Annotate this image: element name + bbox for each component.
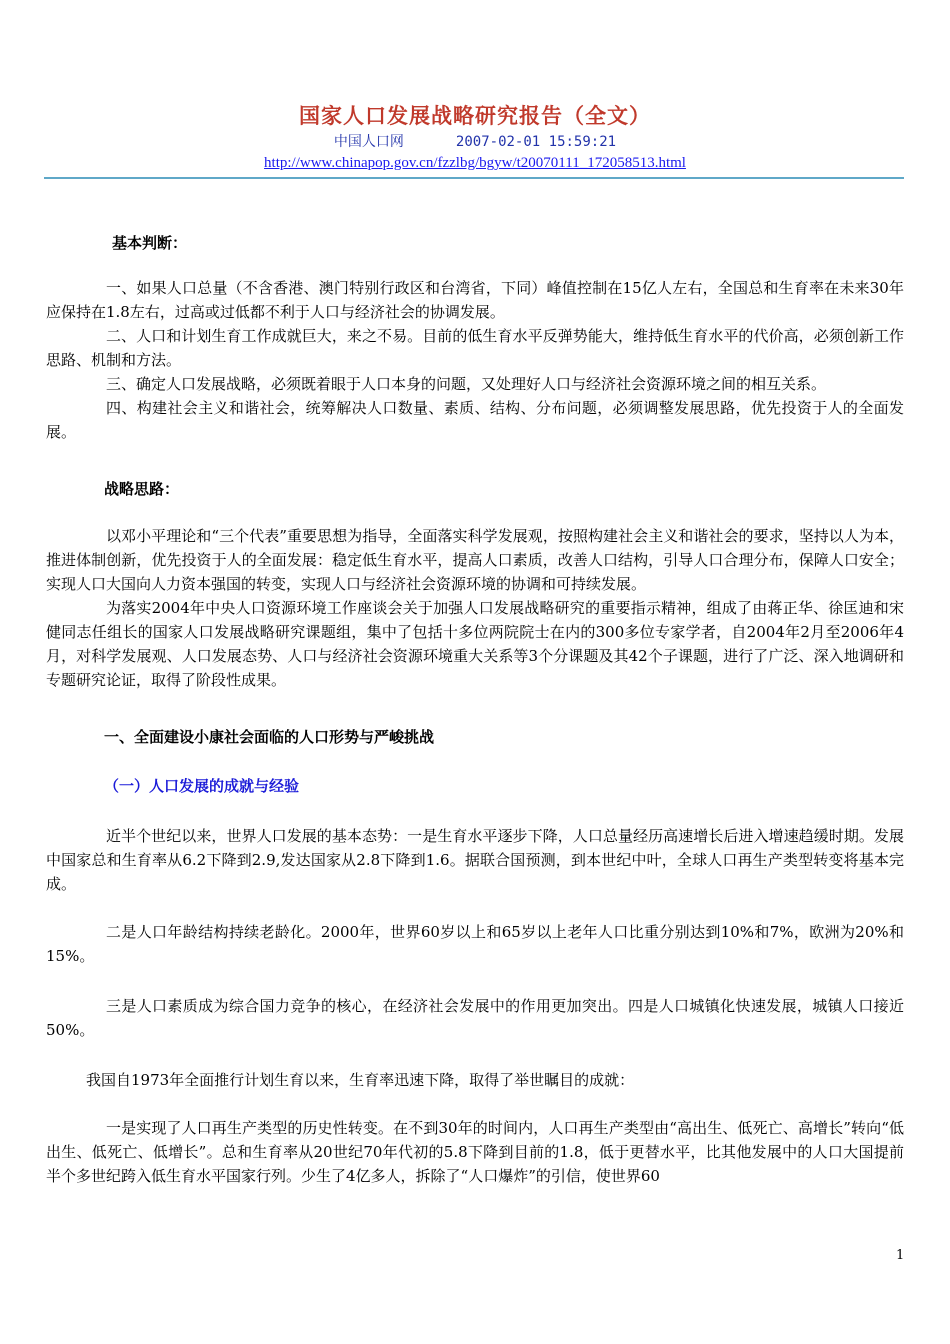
strategy-paragraph: 以邓小平理论和“三个代表”重要思想为指导，全面落实科学发展观，按照构建社会主义和谐社会的要求，坚持以人为本，推进体制创新，优先投资于人的全面发展：稳定低生育水平，提高人口素质，改善人口结构，引导人口合理分布，保障人口安全；实现人口大国向人力资本强国的转变，实现人口与经济社会资源环境的协调和可持续发展。 — [46, 527, 904, 593]
paragraph-text: 三是人口素质成为综合国力竞争的核心，在经济社会发展中的作用更加突出。四是人口城镇化快速发展，城镇人口接近50%。 — [46, 997, 904, 1039]
paragraph-china-1973 — [46, 1068, 904, 1092]
page-number: 1 — [896, 1248, 905, 1263]
basic-judgment-paragraph: 三、确定人口发展战略，必须既着眼于人口本身的问题，又处理好人口与经济社会资源环境之间的相互关系。 — [106, 375, 827, 393]
basic-judgment-heading: 基本判断： — [112, 234, 188, 252]
section-1-heading: 一、全面建设小康社会面临的人口形势与严峻挑战 — [104, 728, 435, 746]
strategy-block — [46, 524, 904, 692]
header-divider — [44, 177, 904, 179]
strategy-heading: 战略思路： — [104, 480, 180, 498]
document-meta — [0, 131, 950, 151]
basic-judgment-paragraph: 四、构建社会主义和谐社会，统筹解决人口数量、素质、结构、分布问题，必须调整发展思路，优先投资于人的全面发展。 — [46, 399, 904, 441]
paragraph-text: 一是实现了人口再生产类型的历史性转变。在不到30年的时间内，人口再生产类型由“高出生、低死亡、高增长”转向“低出生、低死亡、低增长”。总和生育率从20世纪70年代初的5.8下降到目前的1.8，低于更替水平，比其他发展中的人口大国提前半个多世纪跨入低生育水平国家行列。少生了4亿多人，拆除了“人口爆炸”的引信，使世界60 — [46, 1119, 904, 1185]
document-title: 国家人口发展战略研究报告（全文） — [299, 104, 651, 128]
paragraph-world-trends — [46, 824, 904, 896]
paragraph-transition — [46, 1116, 904, 1188]
source-url-link[interactable]: http://www.chinapop.gov.cn/fzzlbg/bgyw/t20070111_172058513.html — [264, 155, 686, 171]
paragraph-text: 二是人口年龄结构持续老龄化。2000年，世界60岁以上和65岁以上老年人口比重分别达到10%和7%，欧洲为20%和15%。 — [46, 923, 904, 965]
basic-judgment-block — [46, 276, 904, 444]
source-url-line — [0, 155, 950, 172]
paragraph-quality — [46, 994, 904, 1042]
publish-datetime: 2007-02-01 15:59:21 — [455, 134, 617, 150]
strategy-paragraph: 为落实2004年中央人口资源环境工作座谈会关于加强人口发展战略研究的重要指示精神，组成了由蒋正华、徐匡迪和宋健同志任组长的国家人口发展战略研究课题组，集中了包括十多位两院院士在内的300多位专家学者，自2004年2月至2006年4月，对科学发展观、人口发展态势、人口与经济社会资源环境重大关系等3个分课题及其42个子课题，进行了广泛、深入地调研和专题研究论证，取得了阶段性成果。 — [46, 599, 904, 689]
paragraph-text: 近半个世纪以来，世界人口发展的基本态势：一是生育水平逐步下降，人口总量经历高速增长后进入增速趋缓时期。发展中国家总和生育率从6.2下降到2.9,发达国家从2.8下降到1.6。据联合国预测，到本世纪中叶，全球人口再生产类型转变将基本完成。 — [46, 827, 904, 893]
paragraph-text: 我国自1973年全面推行计划生育以来，生育率迅速下降，取得了举世瞩目的成就： — [86, 1071, 635, 1089]
basic-judgment-paragraph: 二、人口和计划生育工作成就巨大，来之不易。目前的低生育水平反弹势能大，维持低生育水平的代价高，必须创新工作思路、机制和方法。 — [46, 327, 904, 369]
paragraph-aging — [46, 920, 904, 968]
subsection-1-heading: （一）人口发展的成就与经验 — [104, 777, 300, 795]
basic-judgment-paragraph: 一、如果人口总量（不含香港、澳门特别行政区和台湾省，下同）峰值控制在15亿人左右，全国总和生育率在未来30年应保持在1.8左右，过高或过低都不利于人口与经济社会的协调发展。 — [46, 279, 904, 321]
source-name: 中国人口网 — [333, 134, 404, 150]
